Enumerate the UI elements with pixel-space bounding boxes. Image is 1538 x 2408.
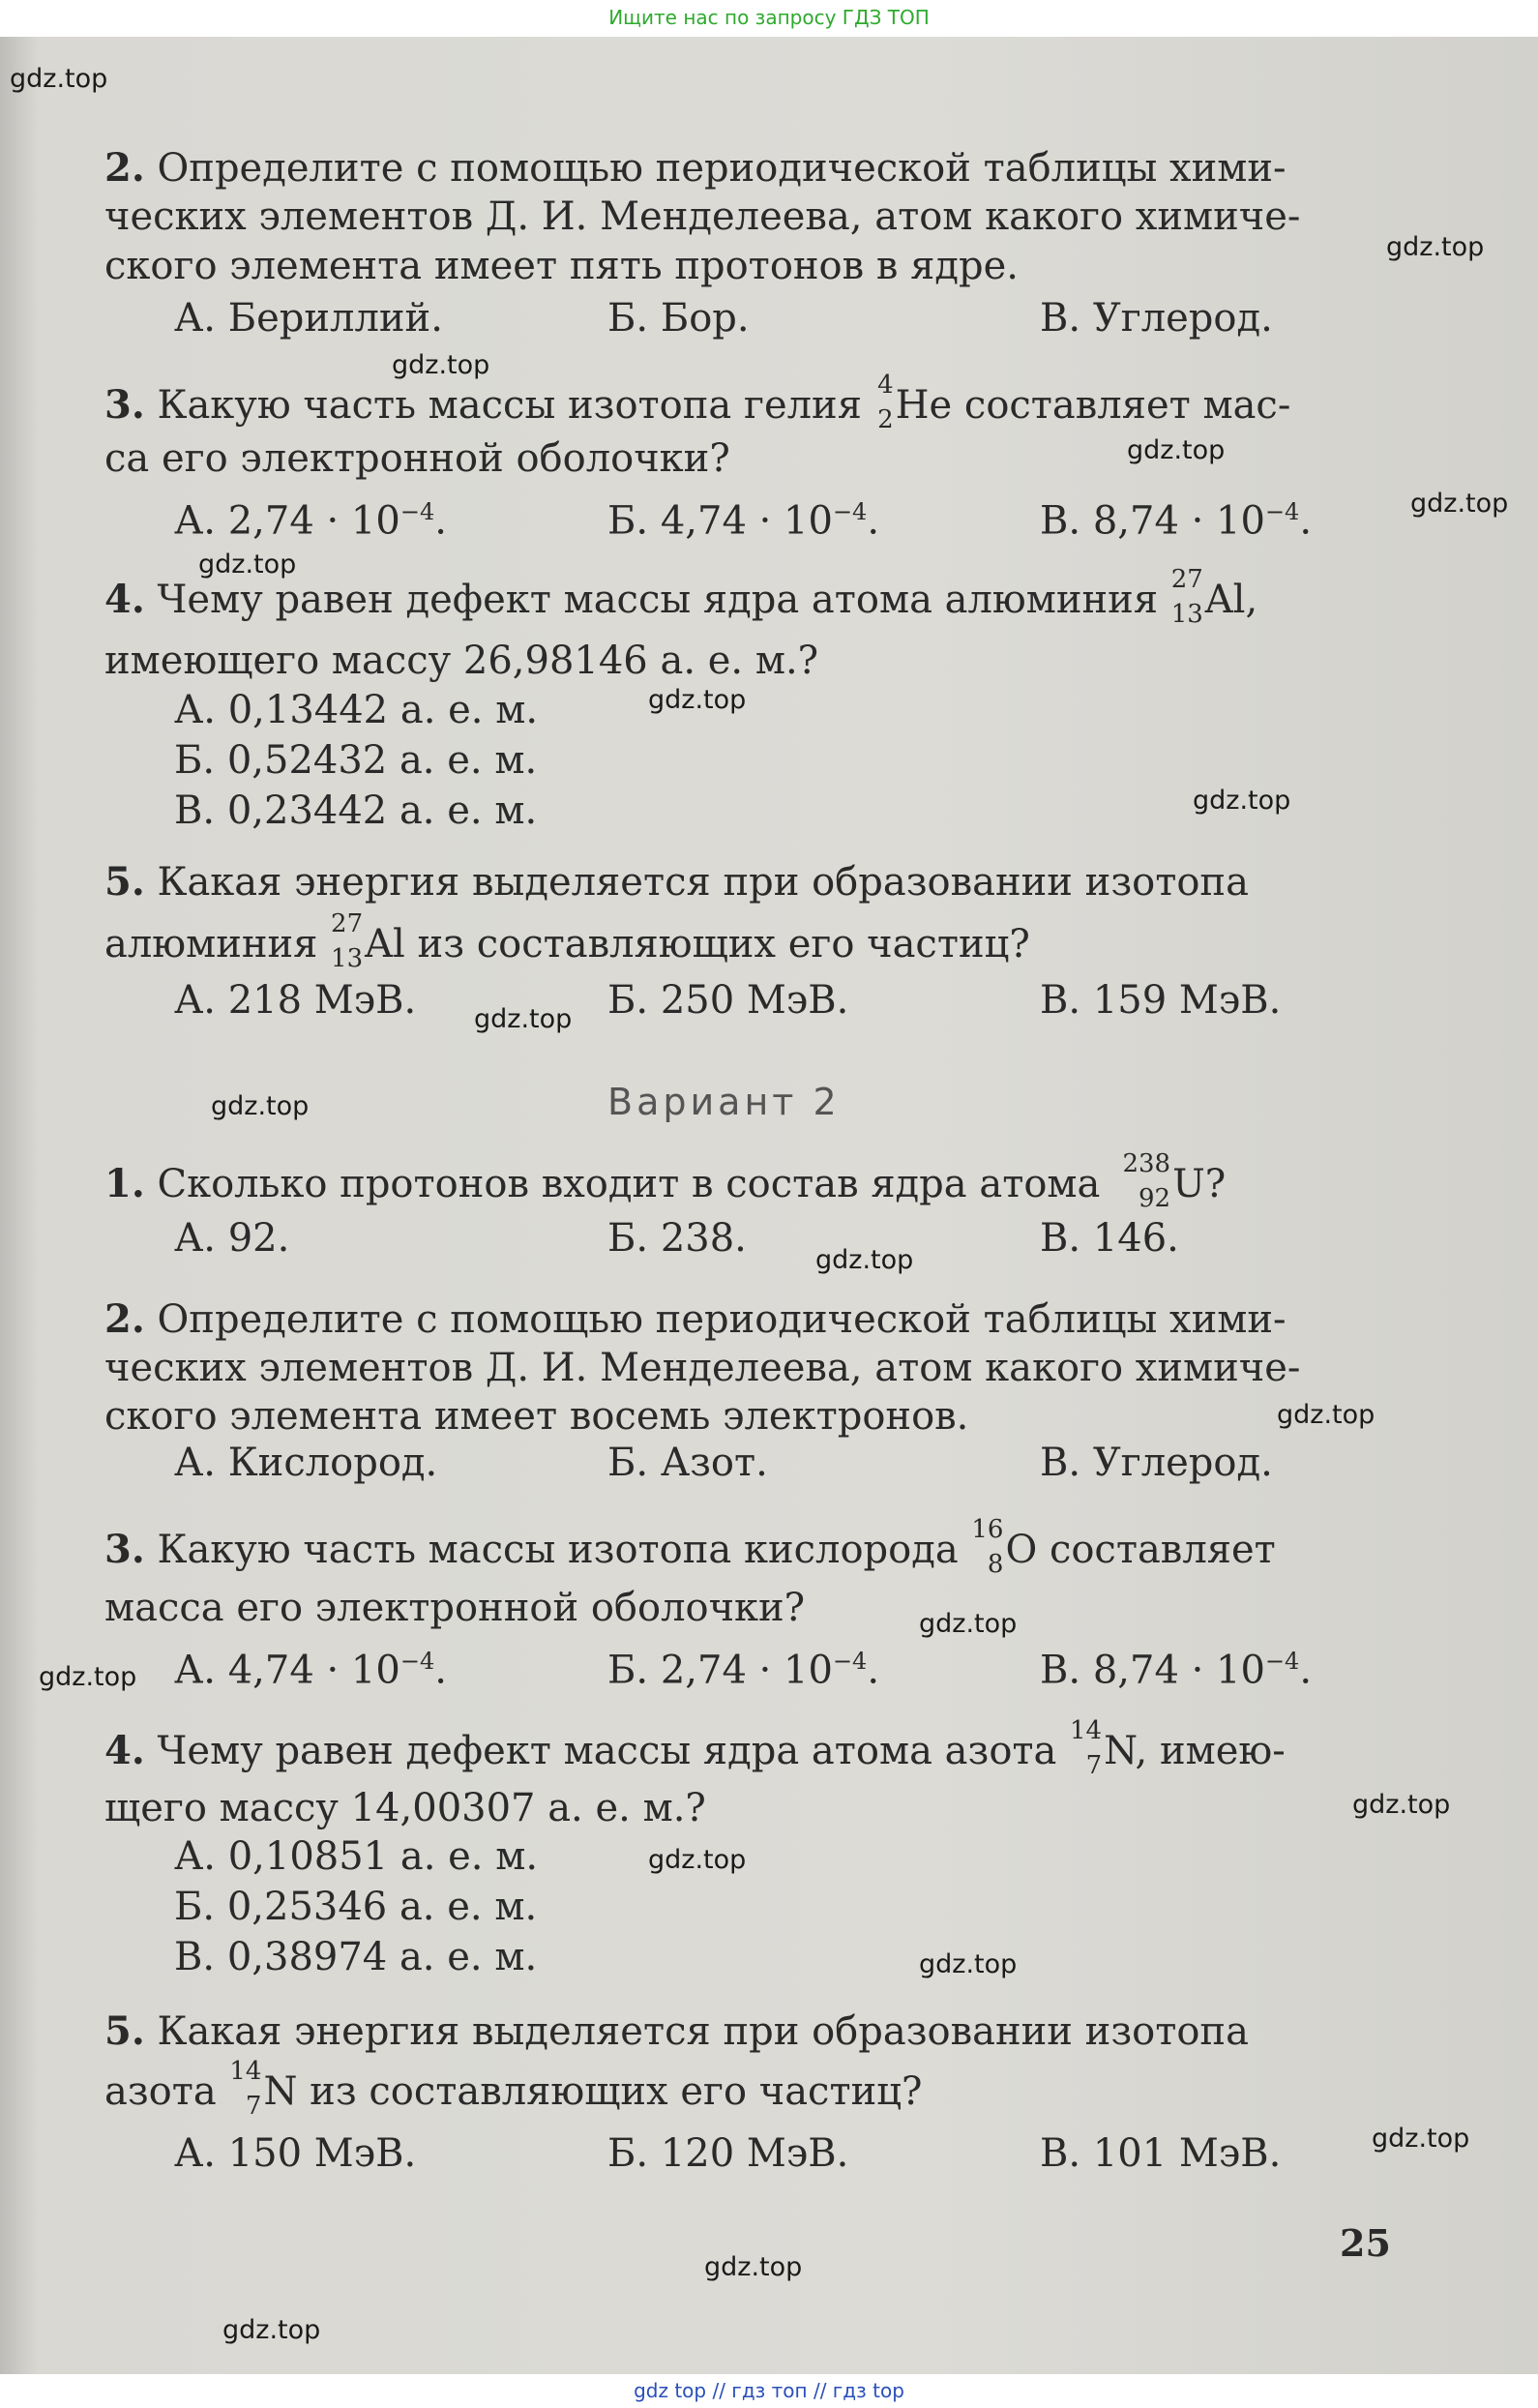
v2-q5-line2: азота 14 7 N из составляющих его частиц? [104,2057,923,2121]
v2-q1-option-a: А. 92. [174,1216,290,1261]
v2-q3-option-b: Б. $2,74 \cdot 10^{-4}$. [607,1648,880,1693]
isotope-o: 16 8 [971,1515,1004,1579]
isotope-he: 4 2 [877,371,894,434]
v2-q4-option-c: В. 0,38974 а. е. м. [174,1935,538,1979]
watermark: gdz.top [1352,1790,1451,1820]
watermark: gdz.top [919,1949,1018,1979]
v2-q3-line1: 3. Какую часть массы изотопа кислорода 16 8 O составляет [104,1515,1276,1579]
watermark: gdz.top [1193,786,1291,816]
isotope-u: 238 92 [1122,1149,1171,1213]
watermark: gdz.top [474,1004,573,1034]
v2-q3-option-c: В. $8,74 \cdot 10^{-4}$. [1040,1648,1313,1693]
v2-q5-option-b: Б. 120 МэВ. [607,2131,849,2176]
v2-q2-line1: 2. Определите с помощью периодической таблицы хими- [104,1296,1287,1342]
watermark: gdz.top [704,2252,803,2282]
v1-q4-option-b: Б. 0,52432 а. е. м. [174,738,538,783]
watermark: gdz.top [815,1245,914,1275]
v2-q2-option-a: А. Кислород. [174,1441,438,1485]
isotope-al: 27 13 [331,909,364,973]
v1-q3-line1: 3. Какую часть массы изотопа гелия 4 2 He составляет мас- [104,371,1291,434]
v2-q4-option-b: Б. 0,25346 а. е. м. [174,1885,538,1929]
v2-q4-option-a: А. 0,10851 а. е. м. [174,1834,539,1879]
watermark: gdz.top [10,64,108,94]
bottom-banner-text[interactable]: gdz top // гдз топ // гдз top [634,2379,904,2402]
watermark: gdz.top [1372,2124,1470,2154]
v2-q5-option-a: А. 150 МэВ. [174,2131,417,2176]
v1-q3-option-a: А. $2,74 \cdot 10^{-4}$. [174,498,447,544]
watermark: gdz.top [919,1609,1018,1639]
bottom-banner [0,2374,1538,2408]
isotope-n: 14 7 [1070,1716,1103,1780]
v1-q2-line3: ского элемента имеет пять протонов в ядре. [104,244,1019,288]
v2-q5-option-c: В. 101 МэВ. [1040,2131,1282,2176]
watermark: gdz.top [1277,1400,1375,1430]
v1-q5-option-a: А. 218 МэВ. [174,978,417,1023]
v1-q4-option-a: А. 0,13442 а. е. м. [174,688,539,732]
watermark: gdz.top [648,1845,747,1875]
v1-q3-option-c: В. $8,74 \cdot 10^{-4}$. [1040,498,1313,544]
isotope-n: 14 7 [229,2057,262,2121]
v1-q5-line1: 5. Какая энергия выделяется при образовании изотопа [104,859,1249,905]
v1-q2-line1: 2. Определите с помощью периодической таблицы хими- [104,145,1287,191]
top-banner [0,0,1538,37]
v2-q4-line1: 4. Чему равен дефект массы ядра атома азота 14 7 N, имею- [104,1716,1286,1780]
v2-q1-option-c: В. 146. [1040,1216,1179,1261]
v1-q4-option-c: В. 0,23442 а. е. м. [174,788,538,833]
v1-q4-line1: 4. Чему равен дефект массы ядра атома алюминия 27 13 Al, [104,565,1258,629]
top-banner-link[interactable]: Ищите нас по запросу ГДЗ ТОП [608,6,930,29]
v2-q2-option-b: Б. Азот. [607,1441,768,1485]
v1-q2-option-c: В. Углерод. [1040,296,1273,341]
v2-q3-line2: масса его электронной оболочки? [104,1586,806,1630]
watermark: gdz.top [392,350,490,380]
v1-q2-option-a: А. Бериллий. [174,296,443,341]
v1-q5-line2: алюминия 27 13 Al из составляющих его частиц? [104,909,1030,973]
watermark: gdz.top [222,2315,321,2345]
watermark: gdz.top [1410,489,1509,519]
v2-q1-option-b: Б. 238. [607,1216,747,1261]
v1-q2-line2: ческих элементов Д. И. Менделеева, атом какого химиче- [104,194,1301,239]
v1-q2-option-b: Б. Бор. [607,296,750,341]
v2-q3-option-a: А. $4,74 \cdot 10^{-4}$. [174,1648,447,1693]
v1-q4-line2: имеющего массу 26,98146 а. е. м.? [104,639,819,683]
variant-2-heading: Вариант 2 [607,1081,841,1123]
v2-q5-line1: 5. Какая энергия выделяется при образовании изотопа [104,2008,1249,2054]
v2-q2-line2: ческих элементов Д. И. Менделеева, атом какого химиче- [104,1346,1301,1390]
v2-q1-line1: 1. Сколько протонов входит в состав ядра атома 238 92 U? [104,1149,1227,1213]
watermark: gdz.top [1386,232,1485,262]
watermark: gdz.top [39,1662,137,1692]
watermark: gdz.top [648,685,747,715]
watermark: gdz.top [211,1091,310,1121]
v1-q5-option-b: Б. 250 МэВ. [607,978,849,1023]
v2-q4-line2: щего массу 14,00307 а. е. м.? [104,1786,706,1830]
isotope-al: 27 13 [1170,565,1203,629]
v2-q2-line3: ского элемента имеет восемь электронов. [104,1394,969,1439]
v1-q5-option-c: В. 159 МэВ. [1040,978,1282,1023]
watermark: gdz.top [198,550,297,580]
v1-q3-line2: са его электронной оболочки? [104,436,730,481]
v1-q3-option-b: Б. $4,74 \cdot 10^{-4}$. [607,498,880,544]
v2-q2-option-c: В. Углерод. [1040,1441,1273,1485]
watermark: gdz.top [1127,435,1226,465]
page-number: 25 [1340,2221,1391,2265]
